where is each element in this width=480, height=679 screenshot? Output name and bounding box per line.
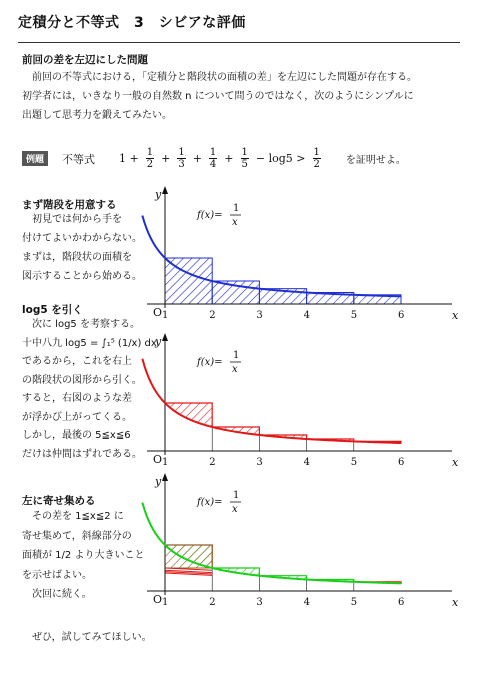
tick-label: 4 <box>303 310 310 321</box>
origin-label: O <box>153 593 163 606</box>
intro-line: 初学者には，いきなり一般の自然数 n について問うのではなく，次のようにシンプルに <box>22 91 414 102</box>
step-bar <box>212 281 259 304</box>
fraction: $\frac{1}{5}$ <box>241 147 248 170</box>
tick-label: 6 <box>398 310 405 321</box>
curve-1-over-x <box>142 359 401 443</box>
step2-line: の階段状の図形から引く。 <box>22 374 142 386</box>
step3-line: を示せばよい。 <box>22 569 92 581</box>
step2-line: だけは仲間はずれである。 <box>22 448 142 460</box>
tick-label: 2 <box>209 597 216 608</box>
tick-label: 6 <box>398 457 405 468</box>
tick-label: 1 <box>162 310 169 321</box>
intro-line: 前回の不等式における，「定積分と階段状の面積の差」を左辺にした問題が存在する。 <box>22 72 417 83</box>
origin-label: O <box>153 306 163 319</box>
x-axis-label: x <box>452 596 459 609</box>
fraction: $\frac{1}{2}$ <box>146 147 154 170</box>
tick-label: 3 <box>256 457 263 468</box>
x-axis-label: x <box>452 309 459 322</box>
step3-line: 寄せ集めて，斜線部分の <box>22 530 132 542</box>
step3-line: 次回に続く。 <box>22 589 92 600</box>
y-arrow <box>162 333 168 341</box>
tick-label: 1 <box>162 457 169 468</box>
step2-line: 次に log5 を考察する。 <box>22 319 140 330</box>
section-heading: 前回の差を左辺にした問題 <box>22 54 148 66</box>
function-frac-den: x <box>232 364 238 375</box>
example-badge: 例題 <box>22 151 48 166</box>
step2-line: しかし，最後の 5≦x≦6 <box>22 430 131 441</box>
step1-line: 図示することから始める。 <box>22 271 142 282</box>
tick-label: 5 <box>350 457 358 468</box>
step2-line: すると，右図のような差 <box>22 393 132 404</box>
tick-label: 4 <box>303 457 310 468</box>
tick-label: 6 <box>398 597 405 608</box>
tick-label: 5 <box>350 310 358 321</box>
tick-label: 3 <box>256 597 263 608</box>
fraction: $\frac{1}{4}$ <box>209 147 217 170</box>
y-arrow <box>162 186 168 194</box>
function-label: f(x)= <box>197 210 223 221</box>
intro-line: 出題して思考力を鍛えてみたい。 <box>22 110 172 121</box>
step3-line: その差を 1≦x≦2 に <box>22 511 124 522</box>
sum-lead: 1 + <box>119 152 139 165</box>
step1-heading: まず階段を用意する <box>22 199 117 211</box>
step2-line: 十中八九 log5 = ∫₁⁵ (1/x) dx <box>22 337 157 349</box>
step1-line: 付けてよいかわからない。 <box>22 233 142 244</box>
function-label: f(x)= <box>197 357 223 368</box>
fraction: $\frac{1}{3}$ <box>178 147 185 170</box>
function-frac-num: 1 <box>233 490 240 501</box>
function-frac-num: 1 <box>233 350 240 361</box>
y-axis-label: y <box>155 475 162 488</box>
function-frac-den: x <box>232 504 238 515</box>
x-axis-label: x <box>452 456 459 469</box>
function-frac-den: x <box>232 217 238 228</box>
function-label: f(x)= <box>197 497 223 508</box>
example-tail: を証明せよ。 <box>345 155 406 166</box>
step1-line: 初見では何から手を <box>22 214 122 225</box>
tick-label: 3 <box>256 310 263 321</box>
step3-line: 面積が 1/2 より大きいこと <box>22 550 145 561</box>
step2-line: であるから，これを右上 <box>22 356 132 367</box>
step3-heading: 左に寄せ集める <box>22 495 96 507</box>
example-label: 不等式 <box>62 152 96 166</box>
step1-line: まずは，階段状の面積を <box>22 252 132 263</box>
page-title: 定積分と不等式 3 シビアな評価 <box>18 15 246 31</box>
closing-text: ぜひ，試してみてほしい。 <box>32 632 152 643</box>
tick-label: 2 <box>209 310 216 321</box>
tick-label: 5 <box>350 597 358 608</box>
example-problem: 例題 不等式 1 + $\frac{1}{2}$ + $\frac{1}{3}$ + $\frac{1}{4}$ + $\frac{1}{5}$ − log5 > $\frac{1}{2}$ を証明せよ。 <box>22 147 406 170</box>
difference-region <box>165 403 212 427</box>
y-arrow <box>162 473 168 481</box>
function-frac-num: 1 <box>233 203 240 214</box>
y-axis-label: y <box>155 335 162 348</box>
y-axis-label: y <box>155 188 162 201</box>
tick-label: 4 <box>303 597 310 608</box>
log-term: − log5 > <box>255 152 306 165</box>
collected-region <box>165 545 212 568</box>
rhs-fraction: $\frac{1}{2}$ <box>313 147 320 170</box>
step2-line: が浮かび上がってくる。 <box>22 411 132 423</box>
origin-label: O <box>153 453 163 466</box>
tick-label: 2 <box>209 457 216 468</box>
tick-label: 1 <box>162 597 169 608</box>
step2-heading: log5 を引く <box>22 304 83 316</box>
